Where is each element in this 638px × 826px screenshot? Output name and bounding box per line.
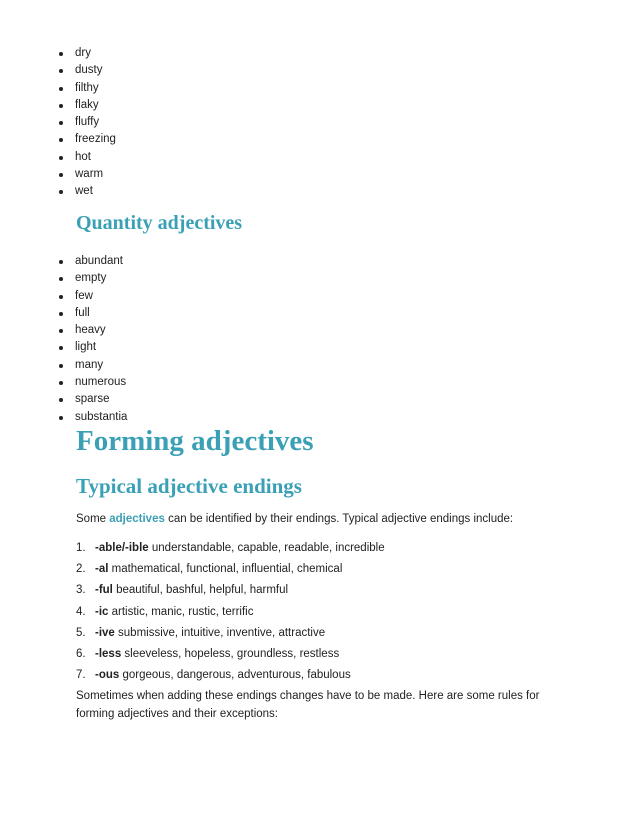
ending-examples: understandable, capable, readable, incredible (148, 542, 385, 554)
list-item: light (0, 339, 127, 356)
list-item (0, 560, 385, 581)
list-item (0, 581, 385, 602)
intro-text-after: can be identified by their endings. Typical adjective endings include: (164, 513, 514, 525)
list-item (0, 624, 385, 645)
item-number: 7. (76, 669, 86, 682)
endings-intro-paragraph (76, 510, 513, 528)
list-item: full (0, 305, 127, 322)
list-item (0, 539, 385, 560)
list-item: heavy (0, 322, 127, 339)
list-item: hot (0, 149, 116, 166)
list-item (0, 603, 385, 624)
typical-endings-heading: Typical adjective endings (76, 474, 302, 498)
list-item: abundant (0, 253, 127, 270)
intro-text-before: Some (76, 513, 110, 525)
list-item: dusty (0, 62, 116, 79)
ending-suffix: -ful (95, 584, 113, 597)
list-item: substantia (0, 409, 127, 426)
ending-suffix: -less (95, 647, 122, 660)
item-number: 6. (76, 647, 86, 660)
ending-examples: artistic, manic, rustic, terrific (108, 605, 254, 618)
list-item: numerous (0, 374, 127, 391)
list-item: many (0, 357, 127, 374)
ending-examples: submissive, intuitive, inventive, attractive (114, 626, 326, 639)
ending-suffix: -ous (95, 669, 120, 682)
ending-examples: sleeveless, hopeless, groundless, restless (121, 647, 340, 660)
list-item: filthy (0, 80, 116, 97)
ending-suffix: -ive (95, 626, 115, 639)
forming-adjectives-heading: Forming adjectives (76, 425, 314, 457)
item-number: 2. (76, 563, 86, 576)
bullet-list-top (0, 45, 116, 201)
ending-suffix: -ic (95, 605, 109, 618)
list-item: dry (0, 45, 116, 62)
item-number: 1. (76, 542, 86, 554)
list-item: freezing (0, 131, 116, 148)
list-item (0, 666, 385, 687)
list-item: warm (0, 166, 116, 183)
ending-suffix: -al (95, 563, 109, 576)
quantity-adjectives-heading: Quantity adjectives (76, 212, 243, 234)
ending-suffix: -able/-ible (95, 542, 149, 554)
list-item: empty (0, 270, 127, 287)
closing-paragraph: Sometimes when adding these endings changes have to be made. Here are some rules for forming adjectives and their exceptions: (76, 690, 540, 720)
list-item: few (0, 288, 127, 305)
adjectives-link[interactable]: adjectives (109, 513, 165, 525)
list-item: sparse (0, 391, 127, 408)
quantity-adjectives-list (0, 253, 127, 426)
item-number: 5. (76, 626, 86, 639)
list-item (0, 645, 385, 666)
ending-examples: beautiful, bashful, helpful, harmful (112, 584, 289, 597)
ending-examples: mathematical, functional, influential, chemical (108, 563, 343, 576)
list-item: fluffy (0, 114, 116, 131)
list-item: wet (0, 183, 116, 200)
list-item: flaky (0, 97, 116, 114)
ending-examples: gorgeous, dangerous, adventurous, fabulous (119, 669, 351, 682)
item-number: 3. (76, 584, 86, 597)
item-number: 4. (76, 605, 86, 618)
adjective-endings-list (0, 539, 385, 687)
